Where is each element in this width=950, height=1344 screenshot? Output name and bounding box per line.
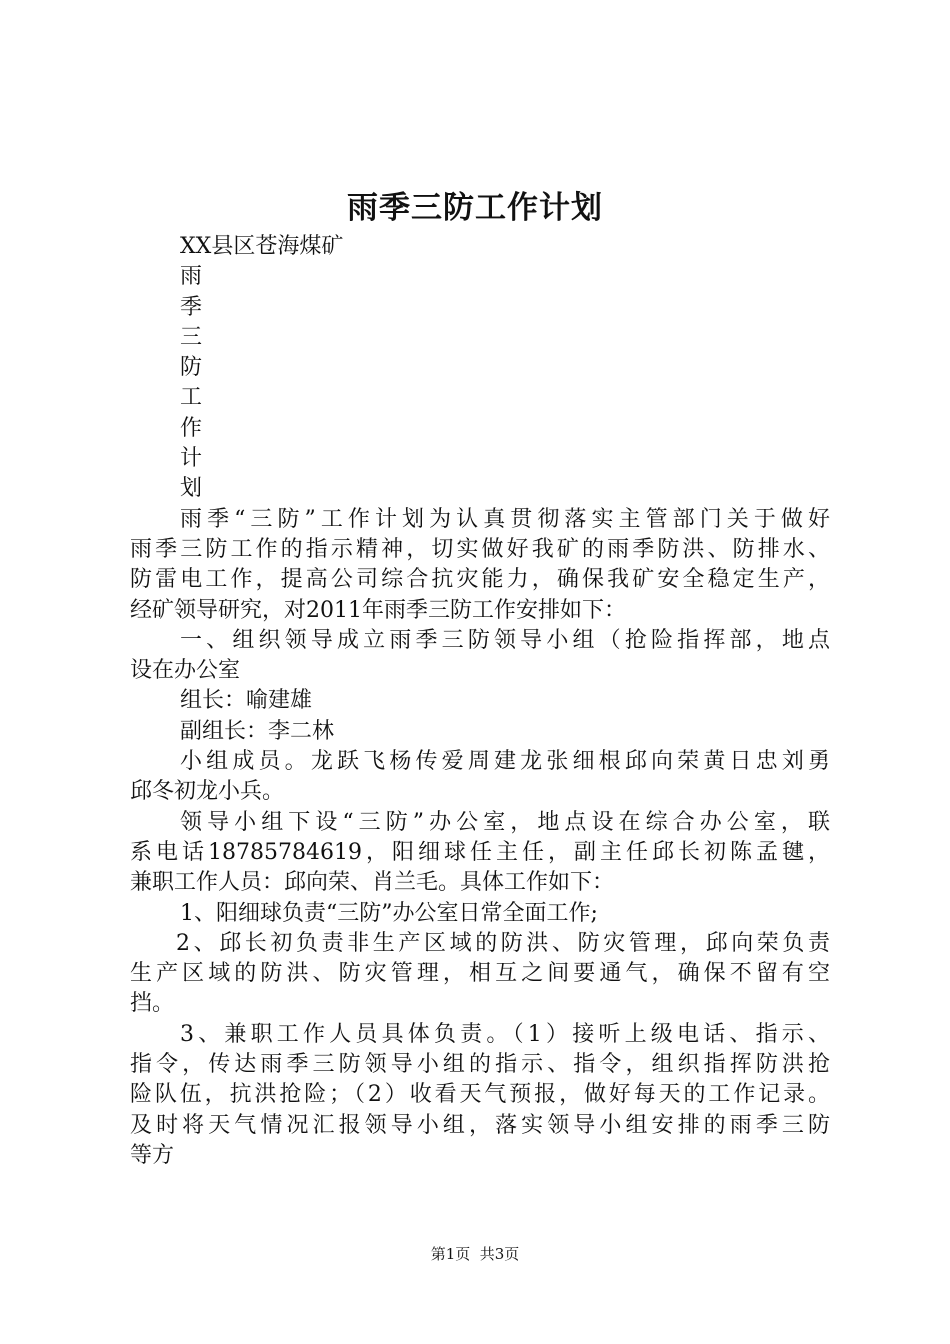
body-line: 雨季三防工作的指示精神，切实做好我矿的雨季防洪、防排水、 bbox=[130, 536, 830, 562]
body-line: 计 bbox=[180, 446, 203, 472]
body-line: 小组成员。龙跃飞杨传爱周建龙张细根邱向荣黄日忠刘勇 bbox=[180, 749, 830, 775]
body-line: 系电话18785784619，阳细球任主任，副主任邱长初陈孟毽， bbox=[130, 839, 830, 865]
body-line: 领导小组下设“三防”办公室，地点设在综合办公室，联 bbox=[180, 809, 830, 835]
body-line: 三 bbox=[180, 324, 203, 350]
body-line: 险队伍，抗洪抢险；（2）收看天气预报，做好每天的工作记录。 bbox=[130, 1082, 830, 1108]
body-line: 邱冬初龙小兵。 bbox=[130, 779, 285, 805]
body-line: 作 bbox=[180, 415, 203, 441]
body-line: 防 bbox=[180, 355, 203, 381]
page-footer bbox=[0, 1244, 950, 1264]
body-line: 2、邱长初负责非生产区域的防洪、防灾管理，邱向荣负责 bbox=[176, 930, 830, 956]
document-body bbox=[130, 232, 830, 1171]
body-line: 兼职工作人员：邱向荣、肖兰毛。具体工作如下： bbox=[130, 870, 615, 896]
body-line: 1、阳细球负责“三防”办公室日常全面工作; bbox=[180, 900, 598, 926]
body-line: 划 bbox=[180, 476, 203, 502]
body-line: 挡。 bbox=[130, 991, 175, 1017]
page-number: 第1页 共3页 bbox=[430, 1245, 520, 1263]
body-line: 季 bbox=[180, 294, 203, 320]
body-line: 经矿领导研究，对2011年雨季三防工作安排如下： bbox=[130, 597, 626, 623]
body-line: 及时将天气情况汇报领导小组，落实领导小组安排的雨季三防 bbox=[130, 1112, 830, 1138]
body-line: 3、兼职工作人员具体负责。（1）接听上级电话、指示、 bbox=[180, 1021, 830, 1047]
body-line: 一、组织领导成立雨季三防领导小组（抢险指挥部，地点 bbox=[180, 627, 830, 653]
body-line: 组长：喻建雄 bbox=[180, 688, 313, 714]
body-line: XX县区苍海煤矿 bbox=[180, 234, 344, 259]
body-line: 指令，传达雨季三防领导小组的指示、指令，组织指挥防洪抢 bbox=[130, 1052, 830, 1078]
body-line: 等方 bbox=[130, 1142, 175, 1168]
body-line: 雨 bbox=[180, 264, 203, 290]
body-line: 副组长：李二林 bbox=[180, 718, 335, 744]
body-line: 雨季“三防”工作计划为认真贯彻落实主管部门关于做好 bbox=[180, 506, 830, 532]
body-line: 设在办公室 bbox=[130, 658, 241, 684]
body-line: 防雷电工作，提高公司综合抗灾能力，确保我矿安全稳定生产， bbox=[130, 567, 830, 593]
body-line: 生产区域的防洪、防灾管理，相互之间要通气，确保不留有空 bbox=[130, 961, 830, 987]
body-line: 工 bbox=[180, 385, 203, 411]
document-title: 雨季三防工作计划 bbox=[347, 190, 603, 226]
